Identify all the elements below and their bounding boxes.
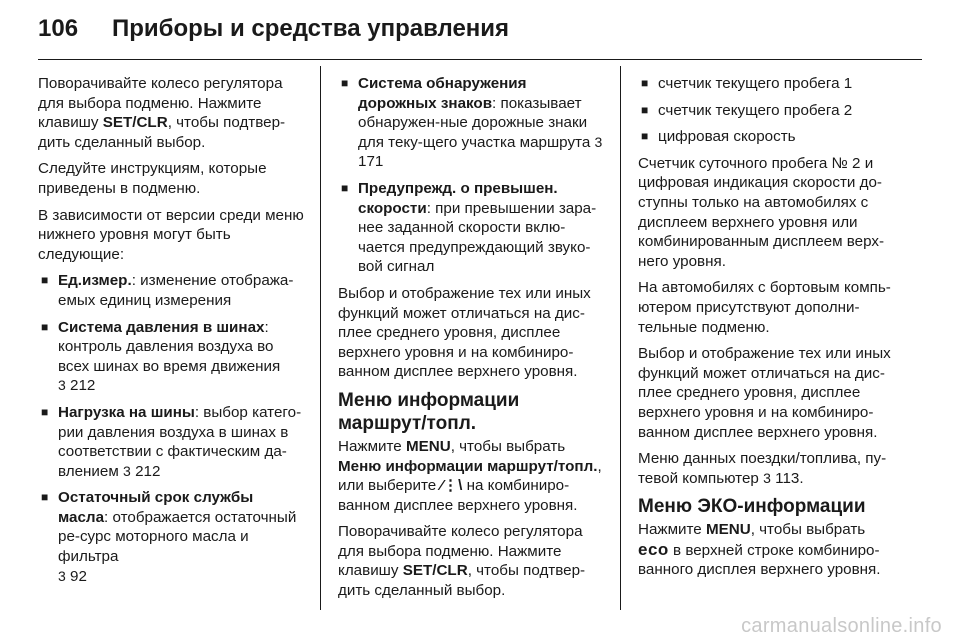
bullet-icon: ■ [641,102,649,117]
bullet-icon: ■ [41,319,49,334]
paragraph: Следуйте инструкциям, которые приведены в подменю. [38,160,267,197]
list-item: ■ Система обнаружения дорожных знаков: показывает обнаружен-ные дорожные знаки для теку-щего участка маршрута 3 171 [341,75,603,171]
column-3 [638,74,904,587]
page-ref[interactable]: 171 [358,153,384,171]
list-item: ■ Ед.измер.: изменение отобража-емых единиц измерения [41,272,294,309]
column-divider [620,66,621,610]
paragraph: Нажмите MENU, чтобы выбрать Меню информации маршрут/топл., или выберите ⁄⋮\ на комбиниро-ванном дисплее верхнего уровня. [338,437,602,514]
list-item: ■ Предупрежд. о превышен. скорости: при превышении зара-нее заданной скорости вклю-чается предупреждающий звуко-вой сигнал [341,179,597,276]
paragraph: Нажмите MENU, чтобы выбрать eco в верхней строке комбиниро-ванного дисплея верхнего уровня. [638,521,881,579]
bullet-icon: ■ [641,76,649,90]
section-heading: Меню ЭКО-информации [638,496,866,518]
list-item: ■ Нагрузка на шины: выбор катего-рии давления воздуха в шинах в соответствии с фактическим да-влением 3 212 [41,403,302,480]
column-divider [320,66,321,610]
list-item: ■ счетчик текущего пробега 2 [641,101,853,119]
page-ref[interactable]: 92 [70,567,87,585]
watermark: carmanualsonline.info [741,615,942,637]
bullet-icon: ■ [341,180,349,195]
list-item: ■ счетчик текущего пробега 1 [641,75,853,92]
page-ref-arrow: 3 [58,377,66,394]
list-item: ■ цифровая скорость [641,128,796,146]
section-heading: Меню информации маршрут/топл. [338,389,520,434]
bullet-icon: ■ [41,404,49,419]
header-rule [38,59,922,60]
column-1 [38,74,304,593]
bullet-icon: ■ [41,273,49,288]
bullet-icon: ■ [641,129,649,144]
eco-icon: eco [638,539,669,559]
bullet-icon: ■ [41,490,49,505]
paragraph: На автомобилях с бортовым компь-ютером присутствуют дополни-тельные подменю. [638,279,891,336]
page-header [38,14,509,44]
paragraph: Поворачивайте колесо регулятора для выбора подменю. Нажмите клавишу SET/CLR, чтобы подтвер-дить сделанный выбор. [38,75,286,151]
page-ref-arrow: 3 [58,567,66,584]
list-item: ■ Остаточный срок службы масла: отображается остаточный ре-сурс моторного масла и фильтра 3 92 [41,489,297,585]
page-ref-arrow: 3 [123,462,131,479]
page-number: 106 [38,15,79,42]
page-ref[interactable]: 212 [70,377,96,395]
paragraph: Счетчик суточного пробега № 2 и цифровая индикация скорости до-ступны только на автомобилях с дисплеем верхнего уровня или комбинированным дисплеем верх-него уровня. [638,154,885,270]
page-ref-arrow: 3 [763,469,771,486]
paragraph: Поворачивайте колесо регулятора для выбора подменю. Нажмите клавишу SET/CLR, чтобы подтвер-дить сделанный выбор. [338,523,586,600]
paragraph: Выбор и отображение тех или иных функций может отличаться на дис-плее среднего уровня, дисплее верхнего уровня и на комбиниро-ванном дисплее верхнего уровня. [338,284,591,381]
paragraph: Меню данных поездки/топлива, пу-тевой компьютер 3 113. [638,450,887,487]
bullet-icon: ■ [341,76,349,90]
paragraph: Выбор и отображение тех или иных функций может отличаться на дис-плее среднего уровня, дисплее верхнего уровня и на комбиниро-ванном дисплее верхнего уровня. [638,345,891,441]
column-2 [338,74,604,608]
paragraph: В зависимости от версии среди меню нижнего уровня могут быть следующие: [38,206,304,263]
trip-info-icon: ⁄⋮\ [440,477,463,495]
page-ref-arrow: 3 [594,133,603,150]
page-title: Приборы и средства управления [112,15,510,42]
list-item: ■ Система давления в шинах: контроль давления воздуха во всех шинах во время движения 3 212 [41,318,281,395]
page-ref[interactable]: 113. [775,469,804,487]
page-ref[interactable]: 212 [135,462,161,480]
